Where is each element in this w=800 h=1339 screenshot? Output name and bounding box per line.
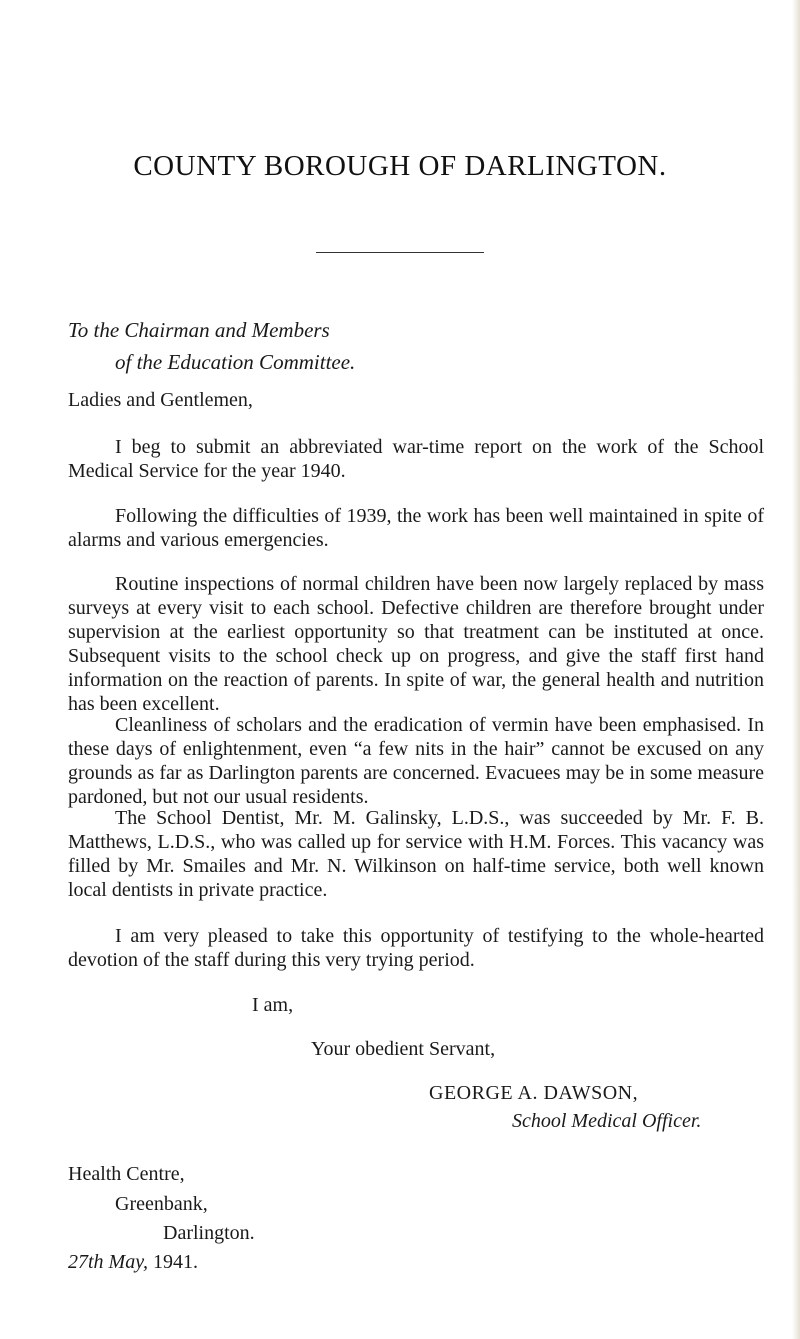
title-divider [316,252,484,253]
paragraph-3: Routine inspections of normal children have been now largely replaced by mass surveys at every visit to each school. Defective children are therefore brought under supervision at the earliest opportunity so that treatment can be instituted at once. Subsequent visits to the school check up on progress, and give the staff first hand information on the reaction of parents. In spite of war, the general health and nutrition has been excellent. [68,573,764,715]
letter-title: COUNTY BOROUGH OF DARLINGTON. [133,150,667,182]
address-line-2: Greenbank, [115,1193,208,1215]
date-year: 1941. [153,1251,198,1273]
paragraph-6: I am very pleased to take this opportunity of testifying to the whole-hearted devotion of the staff during this very trying period. [68,925,764,971]
closing-line-2: Your obedient Servant, [311,1038,496,1060]
letter-date [68,1251,198,1274]
date-day: 27th May, [68,1251,148,1273]
address-line-3: Darlington. [163,1222,255,1244]
address-line-1: Health Centre, [68,1163,185,1185]
paragraph-4: Cleanliness of scholars and the eradication of vermin have been emphasised. In these days of enlightenment, even “a few nits in the hair” cannot be excused on any grounds as far as Darlington parents are concerned. Evacuees may be in some measure pardoned, but not our usual residents. [68,714,764,808]
salutation: Ladies and Gentlemen, [68,389,253,411]
signatory-name: GEORGE A. DAWSON, [429,1082,639,1104]
addressee-line-1: To the Chairman and Members [68,318,330,342]
paragraph-2: Following the difficulties of 1939, the work has been well maintained in spite of alarms and various emergencies. [68,505,764,551]
paragraph-1: I beg to submit an abbreviated war-time report on the work of the School Medical Service for the year 1940. [68,436,764,482]
addressee-line-2: of the Education Committee. [115,350,356,374]
closing-line-1: I am, [252,994,294,1016]
page-edge [792,0,800,1339]
signatory-title: School Medical Officer. [512,1110,702,1132]
paragraph-5: The School Dentist, Mr. M. Galinsky, L.D.S., was succeeded by Mr. F. B. Matthews, L.D.S., who was called up for service with H.M. Forces. This vacancy was filled by Mr. Smailes and Mr. N. Wilkinson on half-time service, both well known local dentists in private practice. [68,807,764,901]
